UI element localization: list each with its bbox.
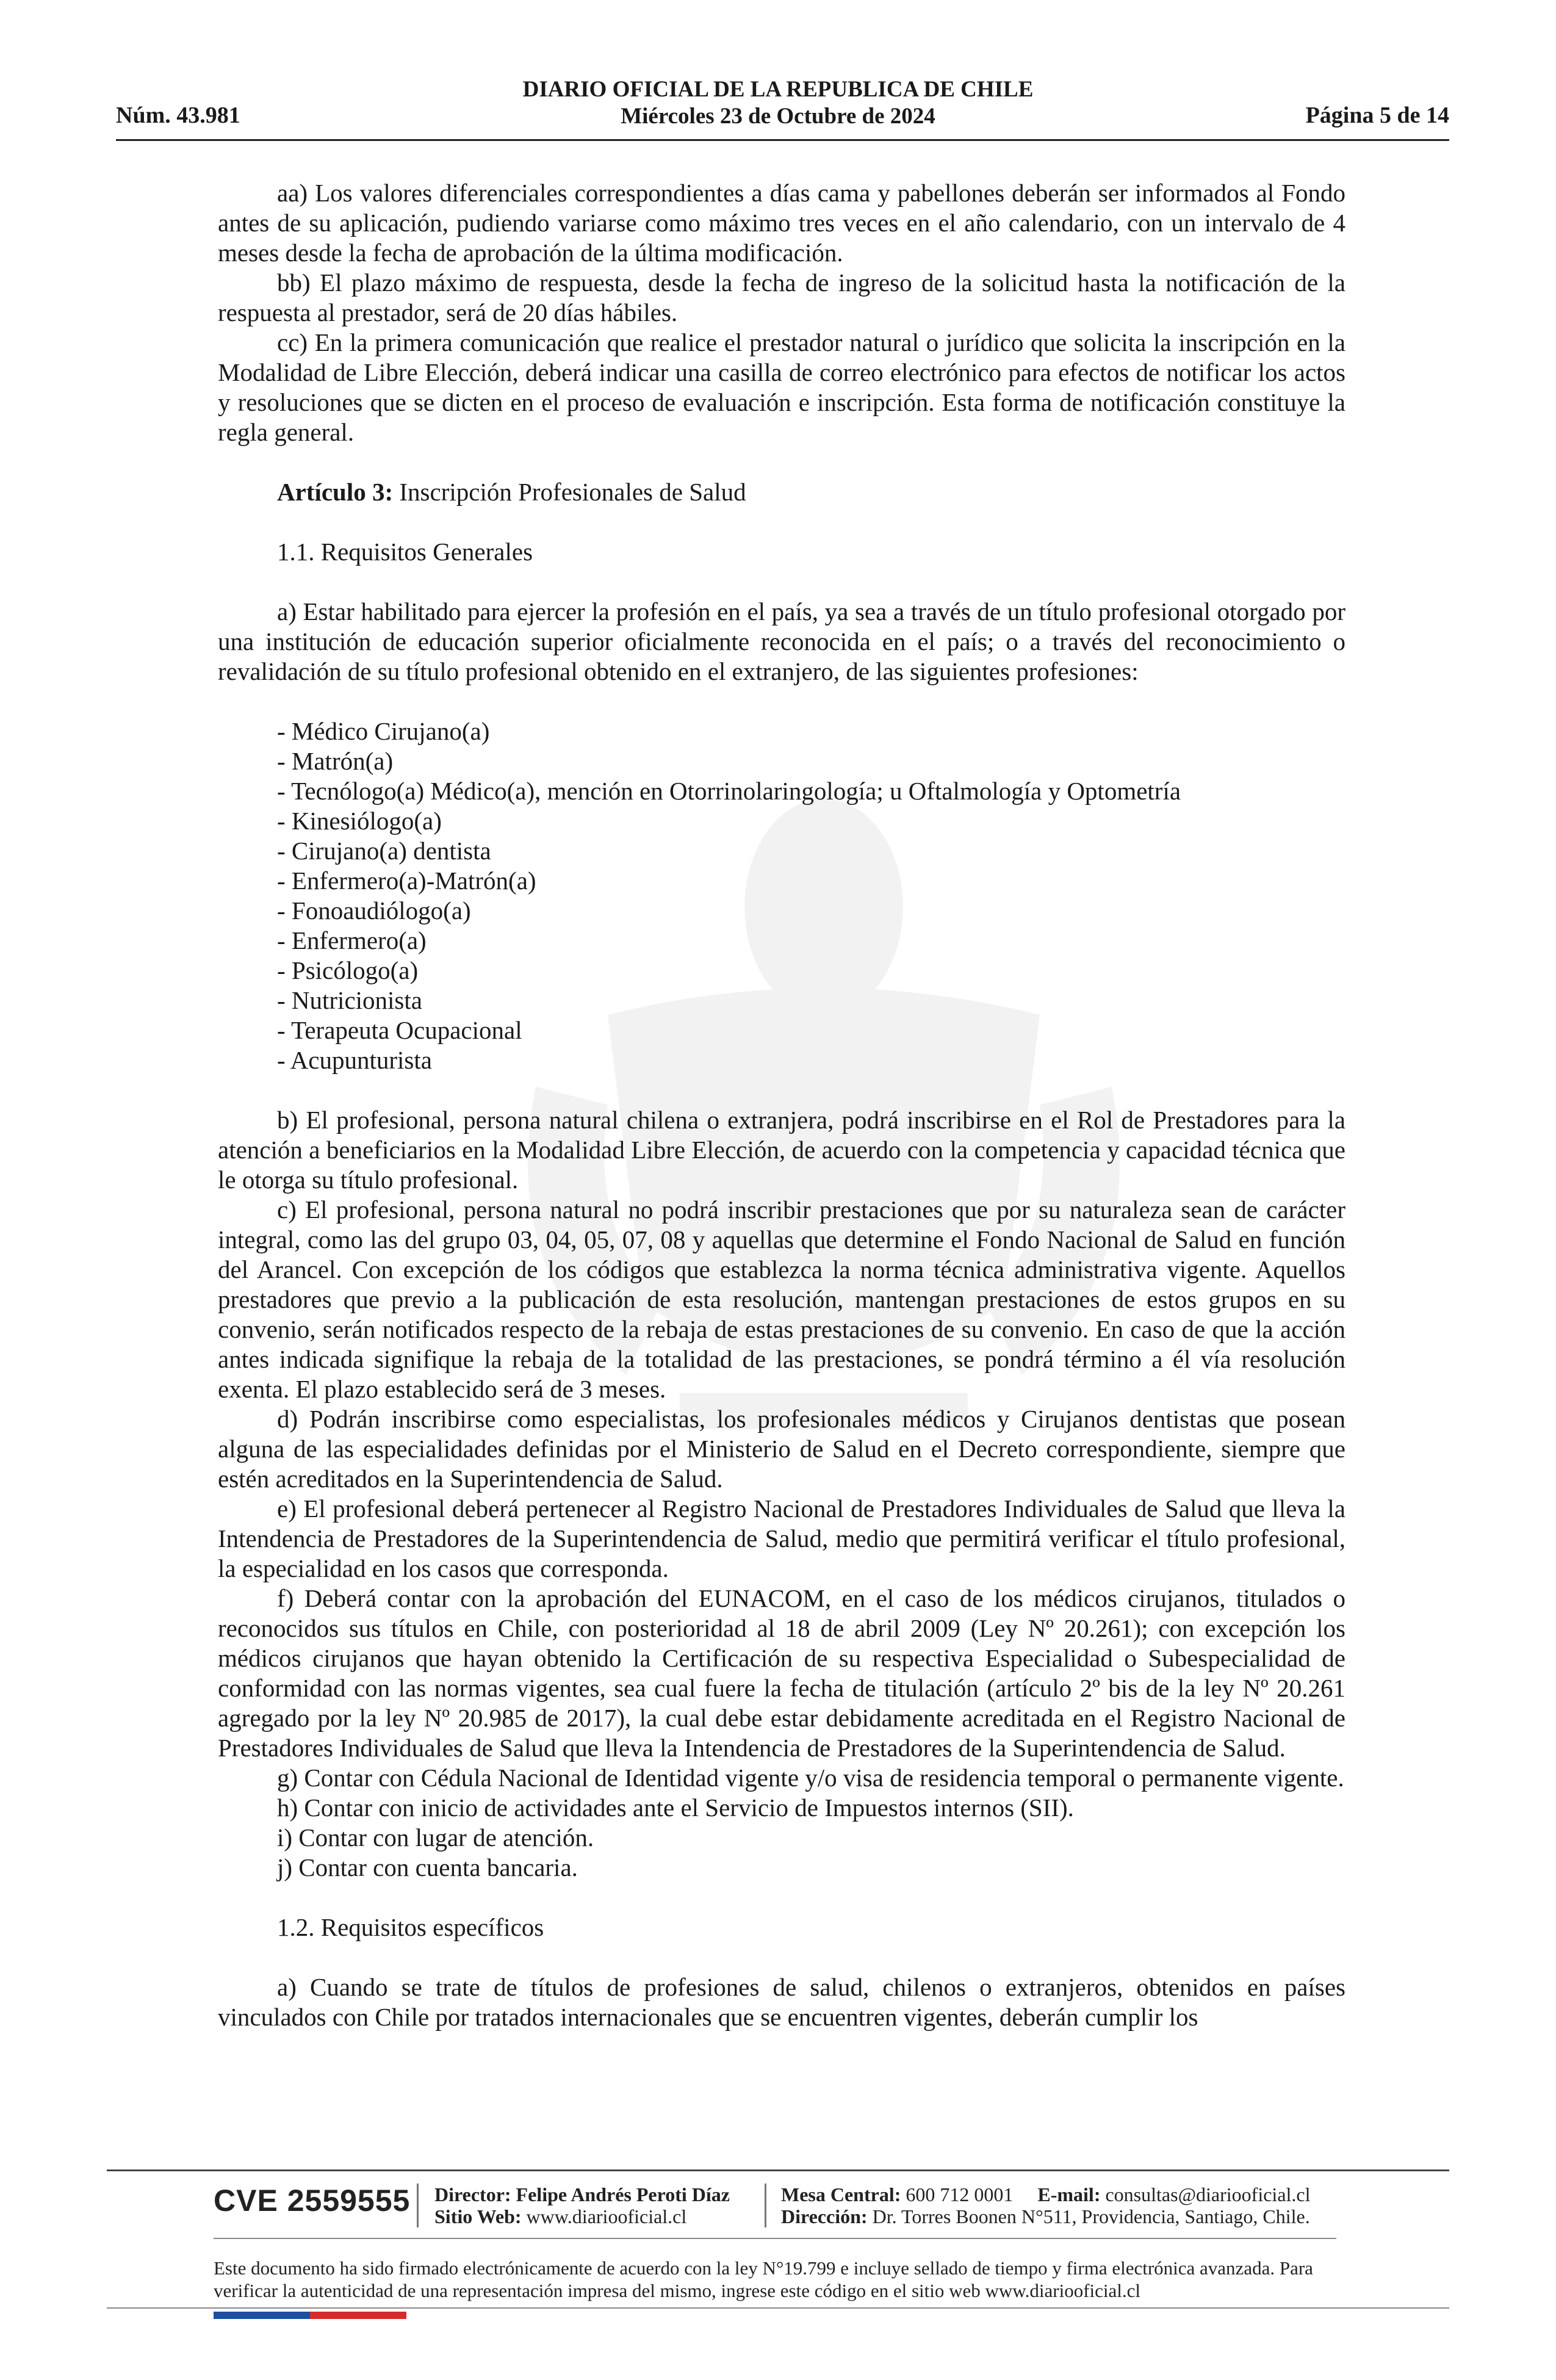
list-item: - Tecnólogo(a) Médico(a), mención en Otorrinolaringología; u Oftalmología y Optometría (277, 777, 1181, 805)
professions-list (218, 716, 1345, 1075)
publication-date: Miércoles 23 de Octubre de 2024 (621, 104, 935, 129)
footer-contact-block (781, 2183, 1311, 2227)
list-item: - Fonoaudiólogo(a) (277, 896, 471, 925)
list-item: - Psicólogo(a) (277, 956, 419, 984)
footer-divider-mid (214, 2238, 1336, 2239)
director-label: Director: (434, 2183, 511, 2205)
paragraph-i: i) Contar con lugar de atención. (277, 1823, 594, 1852)
address-text: Dr. Torres Boonen N°511, Providencia, Santiago, Chile. (867, 2205, 1310, 2227)
legal-notice: Este documento ha sido firmado electrónicamente de acuerdo con la ley N°19.799 e incluye sellado de tiempo y firma electrónica avanzada. Para verificar la autenticidad de una representación impresa del mismo, ingrese este código en el sitio web www.diariooficial.cl (214, 2257, 1313, 2301)
footer-director-block (434, 2183, 730, 2227)
list-item: - Terapeuta Ocupacional (277, 1016, 522, 1044)
paragraph-h: h) Contar con inicio de actividades ante el Servicio de Impuestos internos (SII). (277, 1794, 1074, 1822)
paragraph-b: b) El profesional, persona natural chilena o extranjera, podrá inscribirse en el Rol de Prestadores para la atención a beneficiarios en la Modalidad Libre Elección, de acuerdo con la competencia y capacidad técnica que le otorga su título profesional. (218, 1106, 1345, 1194)
list-item: - Nutricionista (277, 986, 422, 1014)
phone-label: Mesa Central: (781, 2183, 901, 2205)
website-link[interactable]: www.diariooficial.cl (521, 2205, 687, 2227)
email-label: E-mail: (1037, 2183, 1101, 2205)
publication-name: DIARIO OFICIAL DE LA REPUBLICA DE CHILE (522, 77, 1034, 102)
paragraph-a2: a) Cuando se trate de títulos de profesiones de salud, chilenos o extranjeros, obtenidos en países vinculados con Chile por tratados internacionales que se encuentren vigentes, deberán cumplir los (218, 1973, 1345, 2031)
paragraph-c: c) El profesional, persona natural no podrá inscribir prestaciones que por su naturaleza sean de carácter integral, como las del grupo 03, 04, 05, 07, 08 y aquellas que determine el Fondo Nacional de Salud en función del Arancel. Con excepción de los códigos que establezca la norma técnica administrativa vigente. Aquellos prestadores que previo a la publicación de esta resolución, mantengan prestaciones de estos grupos en su convenio, serán notificados respecto de la rebaja de estas prestaciones de su convenio. En caso de que la acción antes indicada signifique la rebaja de la totalidad de las prestaciones, se pondrá término a él vía resolución exenta. El plazo establecido será de 3 meses. (218, 1195, 1345, 1403)
flag-bar-red (310, 2312, 406, 2319)
phone-number: 600 712 0001 (901, 2183, 1014, 2205)
address-label: Dirección: (781, 2205, 868, 2227)
director-name: Felipe Andrés Peroti Díaz (511, 2183, 730, 2205)
list-item: - Médico Cirujano(a) (277, 717, 490, 745)
article-3-label: Artículo 3: (277, 478, 394, 506)
list-item: - Enfermero(a) (277, 926, 427, 954)
paragraph-bb: bb) El plazo máximo de respuesta, desde la fecha de ingreso de la solicitud hasta la notificación de la respuesta al prestador, será de 20 días hábiles. (218, 269, 1345, 326)
paragraph-f: f) Deberá contar con la aprobación del EUNACOM, en el caso de los médicos cirujanos, titulados o reconocidos sus títulos en Chile, con posterioridad al 18 de abril 2009 (Ley Nº 20.261); con excepción los médicos cirujanos que hayan obtenido la Certificación de su respectiva Especialidad o Subespecialidad de conformidad con las normas vigentes, sea cual fuere la fecha de titulación (artículo 2º bis de la ley Nº 20.261 agregado por la ley Nº 20.985 de 2017), la cual debe estar debidamente acreditada en el Registro Nacional de Prestadores Individuales de Salud que lleva la Intendencia de Prestadores de la Superintendencia de Salud. (218, 1584, 1345, 1762)
document-body (218, 178, 1345, 2032)
page-number: Página 5 de 14 (1305, 103, 1449, 128)
cve-code: CVE 2559555 (214, 2183, 411, 2218)
paragraph-j: j) Contar con cuenta bancaria. (277, 1853, 578, 1881)
paragraph-g: g) Contar con Cédula Nacional de Identidad vigente y/o visa de residencia temporal o permanente vigente. (277, 1764, 1344, 1792)
section-1-1-heading: 1.1. Requisitos Generales (277, 538, 533, 566)
footer-divider-top (107, 2169, 1449, 2171)
list-item: - Enfermero(a)-Matrón(a) (277, 867, 536, 895)
paragraph-d: d) Podrán inscribirse como especialistas, los profesionales médicos y Cirujanos dentistas que posean alguna de las especialidades definidas por el Ministerio de Salud en el Decreto correspondiente, siempre que estén acreditados en la Superintendencia de Salud. (218, 1405, 1345, 1493)
paragraph-e: e) El profesional deberá pertenecer al Registro Nacional de Prestadores Individuales de Salud que lleva la Intendencia de Prestadores de la Superintendencia de Salud, medio que permitirá verificar el título profesional, la especialidad en los casos que corresponda. (218, 1495, 1345, 1582)
footer-divider-bottom (107, 2307, 1449, 2309)
email-link[interactable]: consultas@diariooficial.cl (1100, 2183, 1311, 2205)
section-1-2-heading: 1.2. Requisitos específicos (277, 1913, 544, 1941)
paragraph-aa: aa) Los valores diferenciales correspondientes a días cama y pabellones deberán ser informados al Fondo antes de su aplicación, pudiendo variarse como máximo tres veces en el año calendario, con un intervalo de 4 meses desde la fecha de aprobación de la última modificación. (218, 179, 1345, 267)
list-item: - Matrón(a) (277, 747, 394, 775)
list-item: - Kinesiólogo(a) (277, 807, 442, 835)
paragraph-cc: cc) En la primera comunicación que realice el prestador natural o jurídico que solicita la inscripción en la Modalidad de Libre Elección, deberá indicar una casilla de correo electrónico para efectos de notificar los actos y resoluciones que se dicten en el proceso de evaluación e inscripción. Esta forma de notificación constituye la regla general. (218, 328, 1345, 446)
masthead (366, 76, 1190, 130)
list-item: - Acupunturista (277, 1046, 432, 1074)
article-3-title: Inscripción Profesionales de Salud (393, 478, 746, 506)
flag-bar-blue (214, 2312, 310, 2319)
header-divider (116, 139, 1449, 141)
flag-color-bar (214, 2312, 406, 2319)
paragraph-a: a) Estar habilitado para ejercer la profesión en el país, ya sea a través de un título profesional otorgado por una institución de educación superior oficialmente reconocida en el país; o a través del reconocimiento o revalidación de su título profesional obtenido en el extranjero, de las siguientes profesiones: (218, 597, 1345, 685)
footer-separator (765, 2183, 766, 2227)
article-3-heading (218, 477, 1345, 507)
footer-separator (417, 2183, 419, 2227)
website-label: Sitio Web: (434, 2205, 522, 2227)
issue-number: Núm. 43.981 (116, 103, 240, 128)
list-item: - Cirujano(a) dentista (277, 837, 491, 865)
